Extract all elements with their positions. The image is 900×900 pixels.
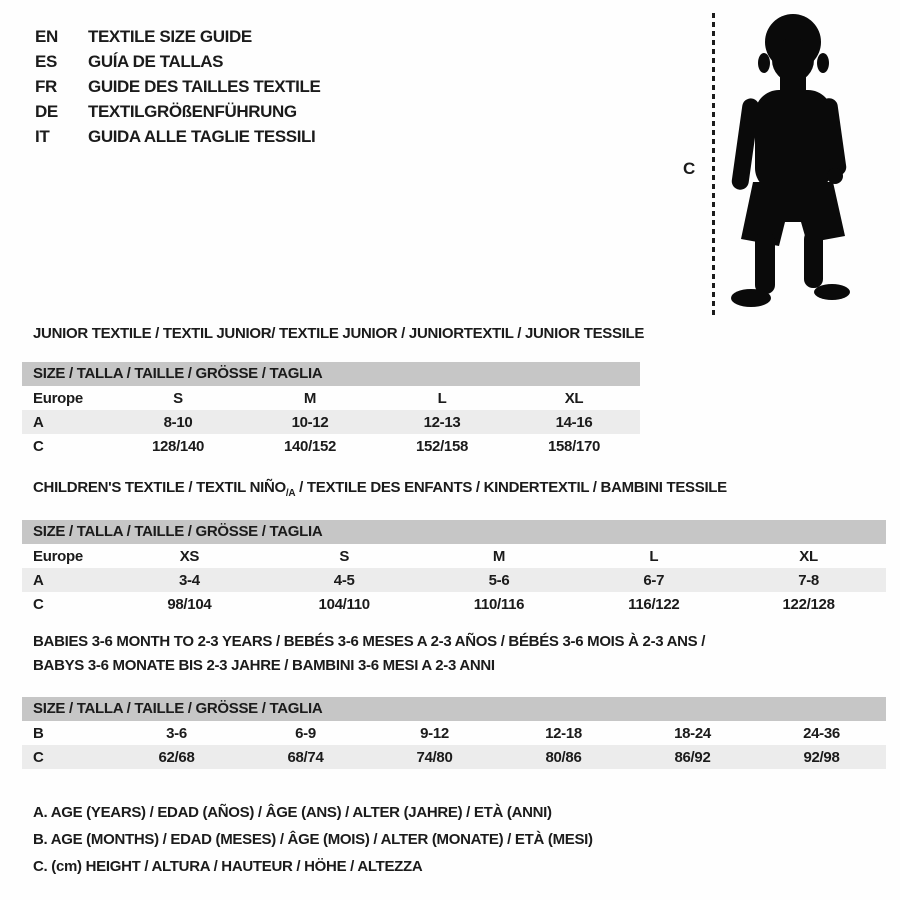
table-body [22, 544, 886, 616]
row-label: C [33, 748, 44, 766]
table-row [22, 410, 640, 434]
size-cell: 92/98 [803, 748, 840, 766]
language-item [35, 99, 320, 124]
size-cell: 18-24 [674, 724, 711, 742]
size-cell: 122/128 [782, 595, 835, 613]
language-code: ES [35, 51, 57, 71]
footnotes [33, 799, 593, 880]
table-title-line [33, 476, 886, 506]
size-cell: 3-4 [179, 571, 200, 589]
language-code: EN [35, 26, 58, 46]
size-cell: M [303, 389, 317, 407]
size-cell: 14-16 [555, 413, 593, 431]
row-label: A [33, 413, 44, 431]
size-cell: 140/152 [283, 437, 337, 455]
row-label: B [33, 724, 44, 742]
size-cell: XS [179, 547, 200, 565]
table-title [33, 322, 645, 346]
table-row [22, 544, 886, 568]
size-cell: 3-6 [166, 724, 187, 742]
size-cell: 152/158 [415, 437, 469, 455]
size-cell: S [173, 389, 183, 407]
size-cell: L [437, 389, 447, 407]
size-cell: 104/110 [318, 595, 370, 613]
size-cell: XL [564, 389, 584, 407]
size-cell: 12-13 [423, 413, 461, 431]
table-row [22, 568, 886, 592]
language-item [35, 124, 320, 149]
height-measure-line [712, 13, 715, 318]
table-title-line [33, 322, 645, 346]
footnote-line: C. (cm) HEIGHT / ALTURA / HAUTEUR / HÖHE / ALTEZZA [33, 858, 423, 875]
size-cell: 98/104 [167, 595, 212, 613]
size-cell: 5-6 [488, 571, 510, 589]
table-row [22, 592, 886, 616]
size-cell: L [649, 547, 659, 565]
junior-textile-section [22, 322, 645, 458]
size-cell: 4-5 [333, 571, 355, 589]
table-title-text: BABIES 3-6 MONTH TO 2-3 YEARS / BEBÉS 3-6 MESES A 2-3 AÑOS / BÉBÉS 3-6 MOIS À 2-3 ANS / [33, 633, 706, 650]
size-cell: 62/68 [158, 748, 195, 766]
size-cell: 68/74 [287, 748, 324, 766]
footnote-line: A. AGE (YEARS) / EDAD (AÑOS) / ÂGE (ANS) / ALTER (JAHRE) / ETÀ (ANNI) [33, 804, 552, 821]
size-cell: S [339, 547, 350, 565]
row-label: A [33, 571, 44, 589]
table-title-text: BABYS 3-6 MONATE BIS 2-3 JAHRE / BAMBINI 3-6 MESI A 2-3 ANNI [33, 657, 495, 674]
language-item [35, 24, 320, 49]
language-guide [35, 24, 320, 149]
size-cell: 6-9 [295, 724, 316, 742]
size-cell: 9-12 [420, 724, 449, 742]
language-label: GUIDA ALLE TAGLIE TESSILI [88, 126, 316, 146]
size-cell: XL [799, 547, 818, 565]
toddler-silhouette-shape [731, 14, 850, 307]
language-label: TEXTILE SIZE GUIDE [88, 26, 252, 46]
table-title-text: JUNIOR TEXTILE / TEXTIL JUNIOR/ TEXTILE JUNIOR / JUNIORTEXTIL / JUNIOR TESSILE [33, 325, 645, 342]
table-title-line [33, 630, 886, 654]
language-code: FR [35, 76, 57, 96]
table-title-text: / TEXTILE DES ENFANTS / KINDERTEXTIL / BAMBINI TESSILE [295, 479, 727, 496]
size-cell: M [492, 547, 506, 565]
childrens-textile-section [22, 476, 886, 616]
size-cell: 12-18 [545, 724, 582, 742]
language-code: DE [35, 101, 58, 121]
row-label: Europe [33, 547, 83, 565]
babies-textile-section [22, 630, 886, 769]
table-title [33, 630, 886, 678]
table-title-text: CHILDREN'S TEXTILE / TEXTIL NIÑO [33, 479, 286, 496]
height-measure-label: C [683, 159, 696, 178]
language-item [35, 74, 320, 99]
size-cell: 10-12 [291, 413, 329, 431]
size-cell: 7-8 [798, 571, 819, 589]
table-body [22, 386, 640, 458]
row-label: C [33, 595, 44, 613]
language-label: GUÍA DE TALLAS [88, 51, 224, 71]
toddler-silhouette [727, 10, 857, 310]
table-size-header: SIZE / TALLA / TAILLE / GRÖSSE / TAGLIA [22, 362, 640, 386]
row-label: C [33, 437, 44, 455]
language-item [35, 49, 320, 74]
size-cell: 86/92 [674, 748, 711, 766]
table-size-header: SIZE / TALLA / TAILLE / GRÖSSE / TAGLIA [22, 697, 886, 721]
size-cell: 6-7 [643, 571, 665, 589]
size-cell: 128/140 [151, 437, 205, 455]
table-title-text: /A [285, 488, 296, 499]
size-cell: 8-10 [163, 413, 193, 431]
language-code: IT [35, 126, 50, 146]
table-body [22, 721, 886, 769]
table-row [22, 721, 886, 745]
table-row [22, 434, 640, 458]
table-title-line [33, 654, 886, 678]
table-row [22, 386, 640, 410]
size-cell: 74/80 [416, 748, 453, 766]
size-cell: 80/86 [545, 748, 582, 766]
row-label: Europe [33, 389, 83, 407]
table-row [22, 745, 886, 769]
footnote-line: B. AGE (MONTHS) / EDAD (MESES) / ÂGE (MOIS) / ALTER (MONATE) / ETÀ (MESI) [33, 831, 593, 848]
size-cell: 158/170 [547, 437, 601, 455]
table-size-header: SIZE / TALLA / TAILLE / GRÖSSE / TAGLIA [22, 520, 886, 544]
size-cell: 24-36 [803, 724, 840, 742]
size-cell: 110/116 [473, 595, 525, 613]
size-cell: 116/122 [628, 595, 680, 613]
language-label: TEXTILGRÖßENFÜHRUNG [88, 101, 297, 121]
language-label: GUIDE DES TAILLES TEXTILE [88, 76, 321, 96]
table-title [33, 476, 886, 506]
